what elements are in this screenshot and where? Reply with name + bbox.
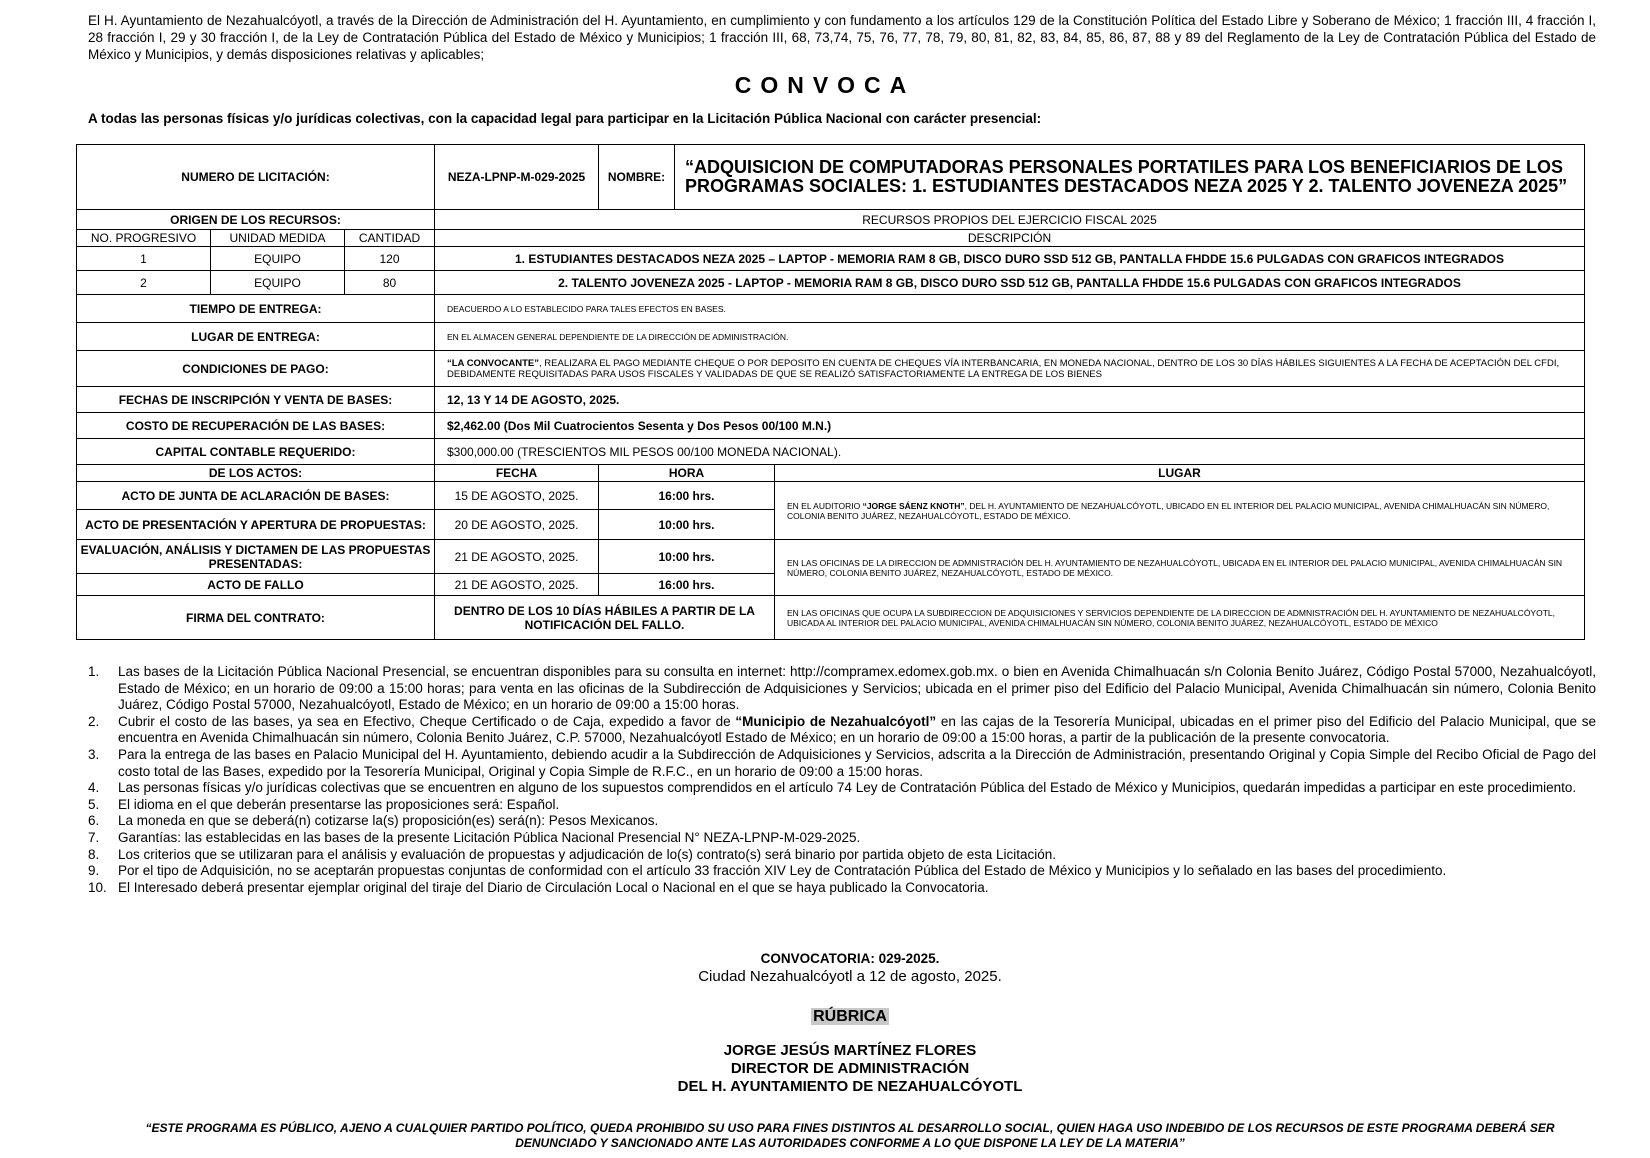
note-text: El idioma en el que deberán presentarse las proposiciones será: Español. <box>118 796 560 812</box>
note-number: 5. <box>88 796 100 812</box>
convocante-bold: “LA CONVOCANTE” <box>447 357 540 369</box>
note-number: 4. <box>88 780 100 796</box>
numero-licitacion-value: NEZA-LPNP-M-029-2025 <box>435 145 599 210</box>
note-text: Las personas físicas y/o jurídicas colectivas que se encuentren en alguno de los supuestos comprendidos en el artículo 74 Ley de Contratación Pública del Estado de México y Municipios, quedarán impedidas a participar en este procedimiento. <box>118 780 1577 796</box>
fechas-value: 12, 13 Y 14 DE AGOSTO, 2025. <box>435 387 1585 413</box>
note-text: El Interesado deberá presentar ejemplar original del tiraje del Diario de Circulación Local o Nacional en el que se haya publicado la Convocatoria. <box>118 879 989 895</box>
costo-label: COSTO DE RECUPERACIÓN DE LAS BASES: <box>77 413 435 439</box>
list-item <box>88 830 1596 847</box>
nombre-label: NOMBRE: <box>599 145 675 210</box>
fecha-header: FECHA <box>435 465 599 482</box>
list-item <box>88 780 1596 797</box>
municipio-bold: “Municipio de Nezahualcóyotl” <box>735 713 937 729</box>
list-item <box>88 664 1596 714</box>
list-item <box>88 747 1596 780</box>
table-row <box>77 482 1585 510</box>
convocatoria-number: CONVOCATORIA: 029-2025. <box>760 951 940 966</box>
item-num: 1 <box>77 247 211 271</box>
lugar-direccion: EN LAS OFICINAS DE LA DIRECCION DE ADMNISTRACIÓN DEL H. AYUNTAMIENTO DE NEZAHUALCÓYOTL, UBICADA EN EL INTERIOR DEL PALACIO MUNICIPAL, AVENIDA CHIMALHUACÁN SIN NÚMERO, COLONIA BENITO JUÁREZ, NEZAHUALCÓYOTL, ESTADO DE MÉXICO. <box>775 540 1585 596</box>
acto-hora: 16:00 hrs. <box>599 574 775 596</box>
signer-name: JORGE JESÚS MARTÍNEZ FLORES <box>723 1042 977 1059</box>
fechas-label: FECHAS DE INSCRIPCIÓN Y VENTA DE BASES: <box>77 387 435 413</box>
acto-label: ACTO DE FALLO <box>77 574 435 596</box>
table-row <box>77 540 1585 574</box>
note-text-post: en las cajas de la Tesorería Municipal, ubicadas en el primer piso del Edificio del Palacio Municipal, que se encuentra en Avenida Chimalhuacán sin número, Colonia Benito Juárez, C.P. 57000, Nezahualcóyotl Estado de México; en un horario de 09:00 a 15:00 horas, a partir de la publicación de la presente convocatoria. <box>118 713 1596 746</box>
auditorio-name: “JORGE SÁENZ KNOTH” <box>862 500 965 511</box>
note-number: 8. <box>88 846 100 862</box>
note-text: Las bases de la Licitación Pública Nacional Presencial, se encuentran disponibles para su consulta en internet: http://compramex.edomex.gob.mx. o bien en Avenida Chimalhuacán s/n Colonia Benito Juárez, Código Postal 57000, Nezahualcóyotl, Estado de México; en un horario de 09:00 a 15:00 horas; para venta en las oficinas de la Subdirección de Adquisiciones y Servicios; ubicada en el primer piso del Edificio del Palacio Municipal, Avenida Chimalhuacán sin número, Colonia Benito Juárez, Código Postal 57000, Nezahualcóyotl, Estado de México; en un horario de 09:00 a 15:00 horas. <box>118 664 1596 713</box>
firma-contrato-value: DENTRO DE LOS 10 DÍAS HÁBILES A PARTIR DE LA NOTIFICACIÓN DEL FALLO. <box>435 596 775 640</box>
note-number: 3. <box>88 746 100 762</box>
col-progresivo: NO. PROGRESIVO <box>77 230 211 247</box>
table-row <box>77 271 1585 295</box>
intro-paragraph: El H. Ayuntamiento de Nezahualcóyotl, a través de la Dirección de Administración del H. Ayuntamiento, en cumplimiento y con fundamento a los artículos 129 de la Constitución Política del Estado Libre y Soberano de México; 1 fracción III, 4 fracción I, 28 fracción I, 29 y 30 fracción I, de la Ley de Contratación Pública del Estado de México y Municipios; 1 fracción III, 68, 73,74, 75, 76, 77, 78, 79, 80, 81, 82, 83, 84, 85, 86, 87, 88 y 89 del Reglamento de la Ley de Contratación Pública del Estado de México y Municipios, y demás disposiciones relativas y aplicables; <box>88 13 1596 62</box>
hora-header: HORA <box>599 465 775 482</box>
nombre-value: “ADQUISICION DE COMPUTADORAS PERSONALES PORTATILES PARA LOS BENEFICIARIOS DE LOS PROGRAMAS SOCIALES: 1. ESTUDIANTES DESTACADOS NEZA 2025 Y 2. TALENTO JOVENEZA 2025” <box>675 145 1585 210</box>
convoca-heading: CONVOCA <box>734 72 916 98</box>
notes-list <box>88 664 1596 896</box>
condiciones-value <box>435 351 1585 387</box>
col-cantidad: CANTIDAD <box>345 230 435 247</box>
addressee-line: A todas las personas físicas y/o jurídicas colectivas, con la capacidad legal para participar en la Licitación Pública Nacional con carácter presencial: <box>88 111 1042 126</box>
place-date: Ciudad Nezahualcóyotl a 12 de agosto, 2025. <box>698 968 1002 985</box>
table-row <box>77 247 1585 271</box>
capital-label: CAPITAL CONTABLE REQUERIDO: <box>77 439 435 465</box>
acto-label: EVALUACIÓN, ANÁLISIS Y DICTAMEN DE LAS PROPUESTAS PRESENTADAS: <box>77 540 435 574</box>
legal-disclaimer: “ESTE PROGRAMA ES PÚBLICO, AJENO A CUALQUIER PARTIDO POLÍTICO, QUEDA PROHIBIDO SU USO PARA FINES DISTINTOS AL DESARROLLO SOCIAL, QUIEN HAGA USO INDEBIDO DE LOS RECURSOS DE ESTE PROGRAMA DEBERÁ SER DENUNCIADO Y SANCIONADO ANTE LAS AUTORIDADES CONFORME A LO QUE DISPONE LA LEY DE LA MATERIA” <box>145 1121 1555 1150</box>
capital-value: $300,000.00 (TRESCIENTOS MIL PESOS 00/100 MONEDA NACIONAL). <box>435 439 1585 465</box>
licitacion-table <box>76 144 1585 640</box>
note-number: 10. <box>88 879 107 895</box>
note-number: 7. <box>88 829 100 845</box>
lugar1-post: , DEL H. AYUNTAMIENTO DE NEZAHUALCÓYOTL, UBICADO EN EL INTERIOR DEL PALACIO MUNICIPAL, AVENIDA CHIMALHUACÁN SIN NÚMERO, COLONIA BENITO JUÁREZ, NEZAHUALCÓYOTL, ESTADO DE MÉXICO. <box>787 500 1550 521</box>
costo-value: $2,462.00 (Dos Mil Cuatrocientos Sesenta y Dos Pesos 00/100 M.N.) <box>435 413 1585 439</box>
acto-label: ACTO DE JUNTA DE ACLARACIÓN DE BASES: <box>77 482 435 510</box>
col-descripcion: DESCRIPCIÓN <box>435 230 1585 247</box>
item-unidad: EQUIPO <box>211 271 345 295</box>
condiciones-label: CONDICIONES DE PAGO: <box>77 351 435 387</box>
list-item <box>88 863 1596 880</box>
signer-title: DIRECTOR DE ADMINISTRACIÓN <box>730 1060 970 1077</box>
list-item <box>88 847 1596 864</box>
lugar-header: LUGAR <box>775 465 1585 482</box>
signature-block <box>0 1042 1650 1096</box>
lugar-entrega-label: LUGAR DE ENTREGA: <box>77 323 435 351</box>
acto-fecha: 20 DE AGOSTO, 2025. <box>435 510 599 540</box>
note-number: 9. <box>88 863 100 879</box>
note-text: Por el tipo de Adquisición, no se aceptarán propuestas conjuntas de conformidad con el artículo 33 fracción XIV Ley de Contratación Pública del Estado de México y Municipios y lo señalado en las bases del procedimiento. <box>118 863 1447 879</box>
item-desc: 1. ESTUDIANTES DESTACADOS NEZA 2025 – LAPTOP - MEMORIA RAM 8 GB, DISCO DURO SSD 512 GB, PANTALLA FHDDE 15.6 PULGADAS CON GRAFICOS INTEGRADOS <box>435 247 1585 271</box>
item-desc: 2. TALENTO JOVENEZA 2025 - LAPTOP - MEMORIA RAM 8 GB, DISCO DURO SSD 512 GB, PANTALLA FHDDE 15.6 PULGADAS CON GRAFICOS INTEGRADOS <box>435 271 1585 295</box>
acto-hora: 10:00 hrs. <box>599 510 775 540</box>
acto-hora: 16:00 hrs. <box>599 482 775 510</box>
acto-label: ACTO DE PRESENTACIÓN Y APERTURA DE PROPUESTAS: <box>77 510 435 540</box>
note-text: Para la entrega de las bases en Palacio Municipal del H. Ayuntamiento, debiendo acudir a la Subdirección de Adquisiciones y Servicios, adscrita a la Dirección de Administración, presentando Original y Copia Simple del Recibo Oficial de Pago del costo total de las Bases, expedido por la Tesorería Municipal, Original y Copia Simple de R.F.C., en un horario de 09:00 a 15:00 horas. <box>118 746 1596 779</box>
note-number: 2. <box>88 713 100 729</box>
origen-value: RECURSOS PROPIOS DEL EJERCICIO FISCAL 2025 <box>435 210 1585 230</box>
actos-header: DE LOS ACTOS: <box>77 465 435 482</box>
note-text: Los criterios que se utilizaran para el análisis y evaluación de propuestas y adjudicación de lo(s) contrato(s) será binario por partida objeto de esta Licitación. <box>118 846 1057 862</box>
condiciones-text: , REALIZARA EL PAGO MEDIANTE CHEQUE O POR DEPOSITO EN CUENTA DE CHEQUES VÍA INTERBANCARIA, EN MONEDA NACIONAL, DENTRO DE LOS 30 DÍAS HÁBILES SIGUIENTES A LA FECHA DE ACEPTACIÓN DEL CFDI, DEBIDAMENTE REQUISITADAS PARA USOS FISCALES Y VALIDADAS DE QUE SE REALIZÓ SATISFACTORIAMENTE LA ENTREGA DE LOS BIENES <box>447 357 1560 380</box>
tiempo-label: TIEMPO DE ENTREGA: <box>77 295 435 323</box>
acto-fecha: 21 DE AGOSTO, 2025. <box>435 574 599 596</box>
item-cantidad: 80 <box>345 271 435 295</box>
lugar-entrega-value: EN EL ALMACEN GENERAL DEPENDIENTE DE LA DIRECCIÓN DE ADMINISTRACIÓN. <box>435 323 1585 351</box>
acto-hora: 10:00 hrs. <box>599 540 775 574</box>
origen-label: ORIGEN DE LOS RECURSOS: <box>77 210 435 230</box>
rubrica-label: RÚBRICA <box>813 1008 887 1025</box>
acto-fecha: 21 DE AGOSTO, 2025. <box>435 540 599 574</box>
note-text: Garantías: las establecidas en las bases de la presente Licitación Pública Nacional Presencial N° NEZA-LPNP-M-029-2025. <box>118 829 861 845</box>
col-unidad: UNIDAD MEDIDA <box>211 230 345 247</box>
rubrica-block <box>0 1008 1650 1026</box>
note-text: La moneda en que se deberá(n) cotizarse la(s) proposición(es) será(n): Pesos Mexicanos. <box>118 813 659 829</box>
note-text-pre: Cubrir el costo de las bases, ya sea en Efectivo, Cheque Certificado o de Caja, expedido a favor de <box>118 713 736 729</box>
item-unidad: EQUIPO <box>211 247 345 271</box>
note-number: 6. <box>88 813 100 829</box>
list-item <box>88 797 1596 814</box>
item-num: 2 <box>77 271 211 295</box>
lugar1-pre: EN EL AUDITORIO <box>787 500 863 511</box>
note-number: 1. <box>88 664 100 679</box>
acto-fecha: 15 DE AGOSTO, 2025. <box>435 482 599 510</box>
list-item <box>88 813 1596 830</box>
lugar-auditorio <box>775 482 1585 540</box>
signer-entity: DEL H. AYUNTAMIENTO DE NEZAHUALCÓYOTL <box>677 1078 1023 1095</box>
list-item <box>88 880 1596 897</box>
item-cantidad: 120 <box>345 247 435 271</box>
tiempo-value: DEACUERDO A LO ESTABLECIDO PARA TALES EFECTOS EN BASES. <box>435 295 1585 323</box>
firma-contrato-label: FIRMA DEL CONTRATO: <box>77 596 435 640</box>
list-item <box>88 714 1596 747</box>
numero-licitacion-label: NUMERO DE LICITACIÓN: <box>77 145 435 210</box>
lugar-subdireccion: EN LAS OFICINAS QUE OCUPA LA SUBDIRECCION DE ADQUISICIONES Y SERVICIOS DEPENDIENTE DE LA DIRECCION DE ADMNISTRACIÓN DEL H. AYUNTAMIENTO DE NEZAHUALCÓYOTL, UBICADA AL INTERIOR DEL PALACIO MUNICIPAL, AVENIDA CHIMALHUACÁN SIN NÚMERO, COLONIA BENITO JUÁREZ, NEZAHUALCÓYOTL, ESTADO DE MÉXICO <box>775 596 1585 640</box>
